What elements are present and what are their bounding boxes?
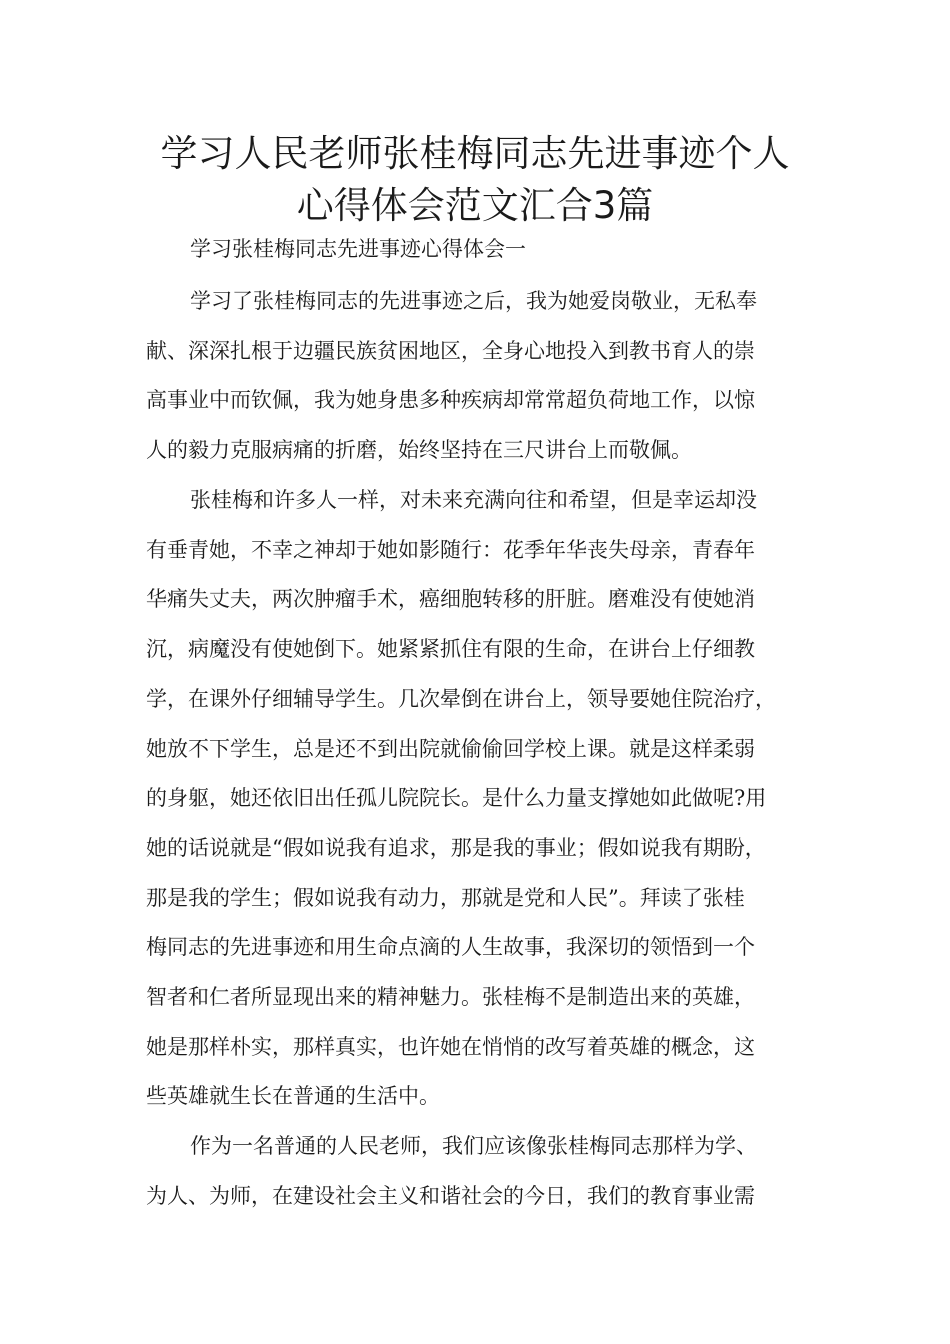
text-line: 她的话说就是“假如说我有追求，那是我的事业；假如说我有期盼， (146, 836, 766, 860)
text-line: 献、深深扎根于边疆民族贫困地区，全身心地投入到教书育人的崇 (146, 339, 755, 363)
text-line: 高事业中而钦佩，我为她身患多种疾病却常常超负荷地工作，以惊 (146, 388, 755, 412)
section-heading: 学习张桂梅同志先进事迹心得体会一 (190, 237, 526, 261)
text-line: 为人、为师，在建设社会主义和谐社会的今日，我们的教育事业需 (146, 1184, 755, 1208)
text-line: 沉，病魔没有使她倒下。她紧紧抓住有限的生命，在讲台上仔细教 (146, 637, 755, 661)
text-line: 人的毅力克服病痛的折磨，始终坚持在三尺讲台上而敬佩。 (146, 438, 692, 462)
text-line: 作为一名普通的人民老师，我们应该像张桂梅同志那样为学、 (190, 1134, 757, 1158)
text-line: 她是那样朴实，那样真实，也许她在悄悄的改写着英雄的概念，这 (146, 1035, 755, 1059)
text-line: 有垂青她，不幸之神却于她如影随行：花季年华丧失母亲，青春年 (146, 538, 755, 562)
text-line: 些英雄就生长在普通的生活中。 (146, 1084, 440, 1108)
text-line: 学，在课外仔细辅导学生。几次晕倒在讲台上，领导要她住院治疗， (146, 687, 776, 711)
text-line: 她放不下学生，总是还不到出院就偷偷回学校上课。就是这样柔弱 (146, 737, 755, 761)
text-line: 智者和仁者所显现出来的精神魅力。张桂梅不是制造出来的英雄， (146, 985, 755, 1009)
document-title (140, 128, 810, 232)
title-line-2: 心得体会范文汇合3篇 (296, 184, 654, 227)
text-line: 梅同志的先进事迹和用生命点滴的人生故事，我深切的领悟到一个 (146, 935, 755, 959)
text-line: 那是我的学生；假如说我有动力，那就是党和人民”。拜读了张桂 (146, 886, 745, 910)
text-line: 学习了张桂梅同志的先进事迹之后，我为她爱岗敬业，无私奉 (190, 289, 757, 313)
title-line-1: 学习人民老师张桂梅同志先进事迹个人 (160, 132, 790, 175)
text-line: 华痛失丈夫，两次肿瘤手术，癌细胞转移的肝脏。磨难没有使她消 (146, 587, 755, 611)
text-line: 张桂梅和许多人一样，对未来充满向往和希望，但是幸运却没 (190, 488, 757, 512)
text-line: 的身躯，她还依旧出任孤儿院院长。是什么力量支撑她如此做呢?用 (146, 786, 767, 810)
